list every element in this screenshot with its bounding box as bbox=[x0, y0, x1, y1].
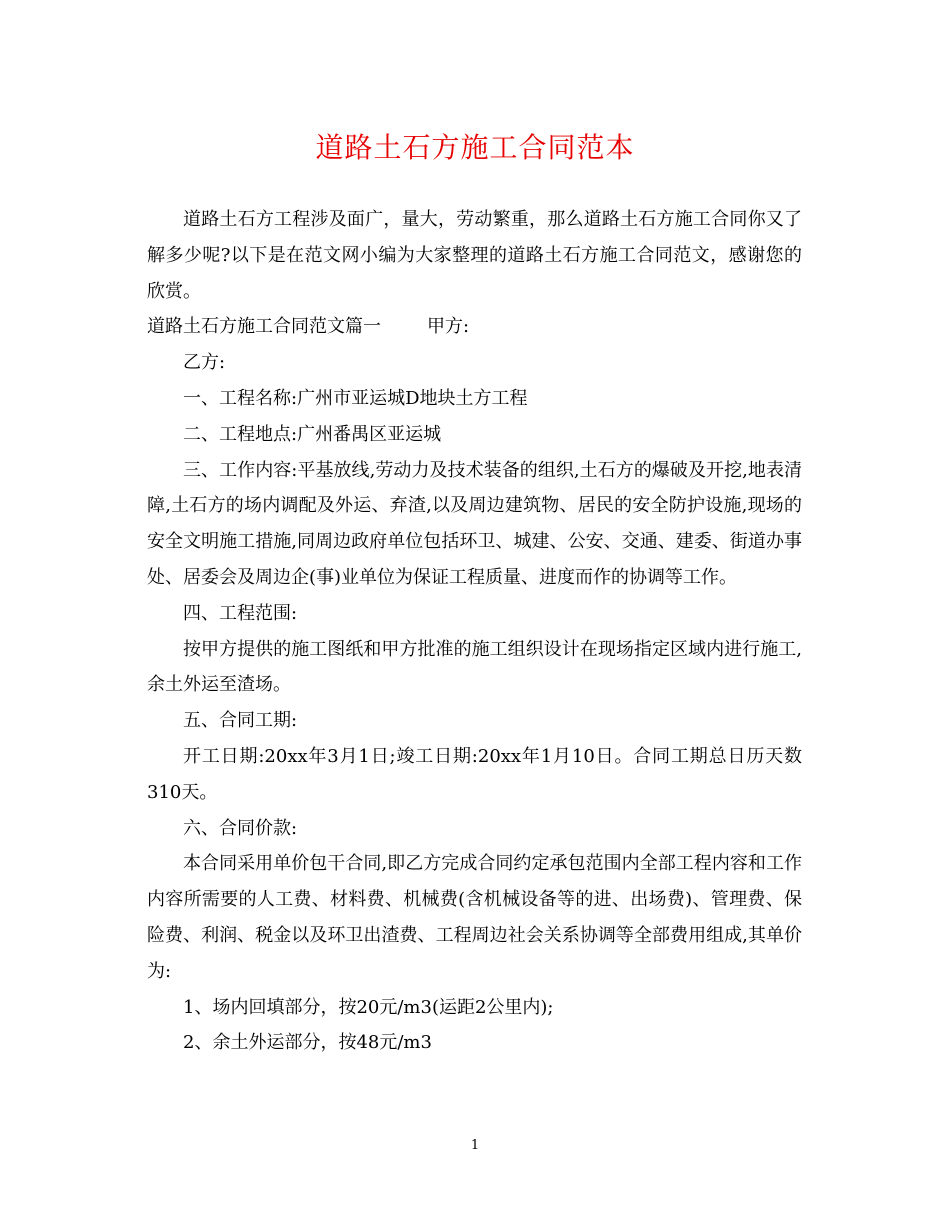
party-a-label: 甲方: bbox=[427, 316, 470, 338]
item-project-name: 一、工程名称:广州市亚运城D地块土方工程 bbox=[183, 387, 528, 409]
document-body bbox=[147, 202, 802, 1061]
item-price-text: 本合同采用单价包干合同,即乙方完成合同约定承包范围内全部工程内容和工作内容所需要的人工费、材料费、机械费(含机械设备等的进、出场费)、管理费、保险费、利润、税金以及环卫出渣费、工程周边社会关系协调等全部费用组成,其单价为: bbox=[147, 853, 802, 982]
price-item-haulage: 2、余土外运部分，按48元/m3 bbox=[183, 1032, 432, 1054]
party-b-label: 乙方: bbox=[183, 352, 226, 374]
intro-paragraph: 道路土石方工程涉及面广，量大，劳动繁重，那么道路土石方施工合同你又了解多少呢?以下是在范文网小编为大家整理的道路土石方施工合同范文，感谢您的欣赏。 bbox=[147, 209, 802, 302]
item-price-heading: 六、合同价款: bbox=[183, 817, 298, 839]
item-scope-text: 按甲方提供的施工图纸和甲方批准的施工组织设计在现场指定区域内进行施工,余土外运至渣场。 bbox=[147, 638, 802, 696]
item-duration-text: 开工日期:20xx年3月1日;竣工日期:20xx年1月10日。合同工期总日历天数310天。 bbox=[147, 745, 802, 803]
section-heading: 道路土石方施工合同范文篇一 bbox=[147, 316, 381, 338]
item-scope-heading: 四、工程范围: bbox=[183, 602, 298, 624]
item-project-location: 二、工程地点:广州番禺区亚运城 bbox=[183, 423, 442, 445]
price-item-backfill: 1、场内回填部分，按20元/m3(运距2公里内); bbox=[183, 996, 554, 1018]
item-duration-heading: 五、合同工期: bbox=[183, 710, 298, 732]
section-heading-line bbox=[147, 309, 802, 345]
item-work-content: 三、工作内容:平基放线,劳动力及技术装备的组织,土石方的爆破及开挖,地表清障,土石方的场内调配及外运、弃渣,以及周边建筑物、居民的安全防护设施,现场的安全文明施工措施,同周边政府单位包括环卫、城建、公安、交通、建委、街道办事处、居委会及周边企(事)业单位为保证工程质量、进度而作的协调等工作。 bbox=[147, 459, 802, 588]
document-title: 道路土石方施工合同范本 bbox=[315, 131, 635, 164]
page-number: 1 bbox=[470, 1138, 480, 1153]
